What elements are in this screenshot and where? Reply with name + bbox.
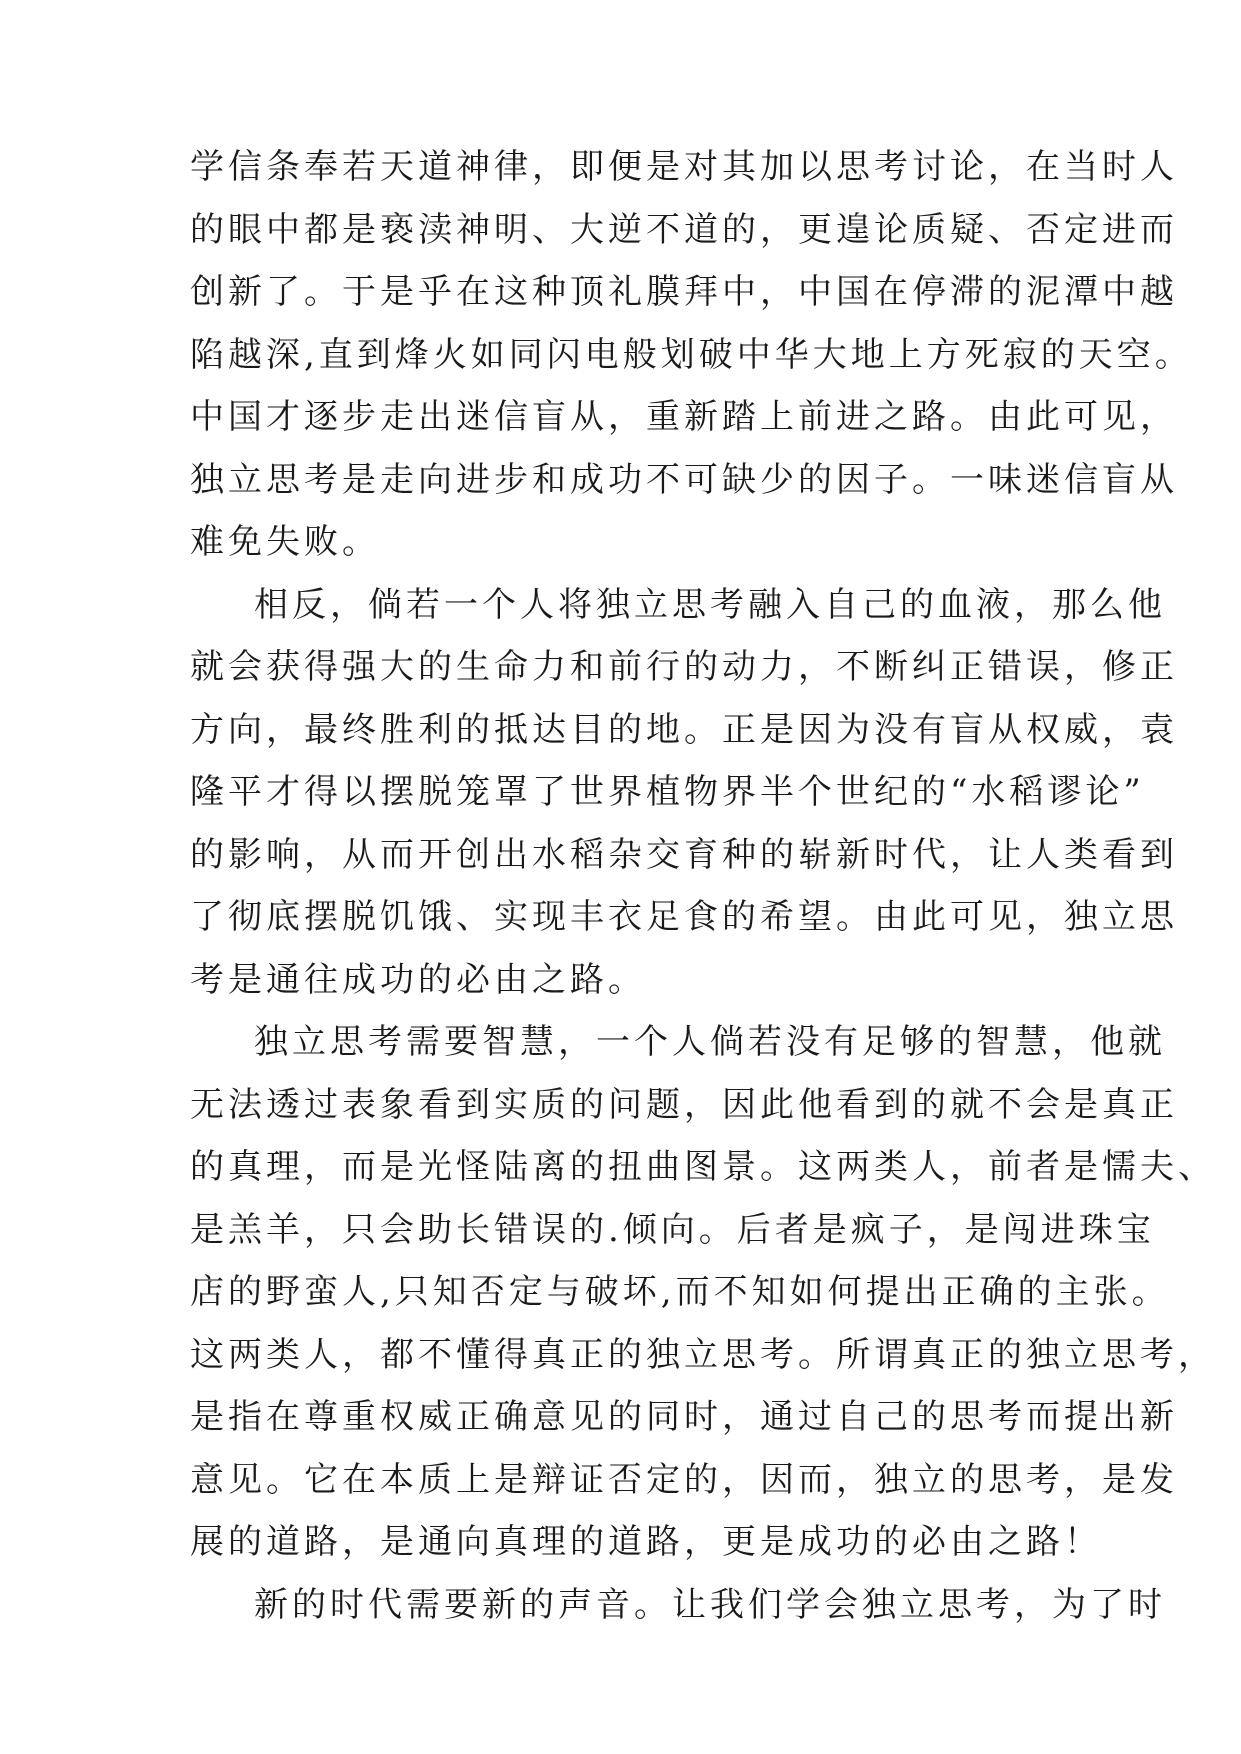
- text-line: 这两类人，都不懂得真正的独立思考。所谓真正的独立思考，: [190, 1334, 1216, 1375]
- text-line: 是羔羊，只会助长错误的.倾向。后者是疯子，是闯进珠宝: [190, 1209, 1155, 1250]
- text-line: 创新了。于是乎在这种顶礼膜拜中，中国在停滞的泥潭中越: [190, 272, 1178, 312]
- text-line: 店的野蛮人,只知否定与破坏,而不知如何提出正确的主张。: [190, 1272, 1170, 1312]
- text-line: 的真理，而是光怪陆离的扭曲图景。这两类人，前者是懦夫、: [190, 1147, 1216, 1187]
- text-line: 难免失败。: [190, 522, 380, 562]
- text-line: 的影响，从而开创出水稻杂交育种的崭新时代，让人类看到: [190, 834, 1178, 875]
- text-line: 意见。它在本质上是辩证否定的，因而，独立的思考，是发: [190, 1459, 1178, 1500]
- text-line: 独立思考是走向进步和成功不可缺少的因子。一味迷信盲从: [190, 459, 1178, 500]
- body-text: [190, 136, 1216, 1636]
- text-line: 的眼中都是亵渎神明、大逆不道的，更遑论质疑、否定进而: [190, 209, 1178, 250]
- text-line: 陷越深,直到烽火如同闪电般划破中华大地上方死寂的天空。: [190, 334, 1193, 375]
- text-line: 学信条奉若天道神律，即便是对其加以思考讨论，在当时人: [190, 147, 1178, 187]
- text-line: 无法透过表象看到实质的问题，因此他看到的就不会是真正: [190, 1084, 1178, 1125]
- text-line: 考是通往成功的必由之路。: [190, 959, 646, 1000]
- text-line: 隆平才得以摆脱笼罩了世界植物界半个世纪的“水稻谬论”: [190, 772, 1145, 812]
- text-line: 独立思考需要智慧，一个人倘若没有足够的智慧，他就: [254, 1022, 1166, 1062]
- text-line: 中国才逐步走出迷信盲从，重新踏上前进之路。由此可见，: [190, 397, 1178, 437]
- text-line: 展的道路，是通向真理的道路，更是成功的必由之路！: [190, 1522, 1102, 1562]
- text-line: 是指在尊重权威正确意见的同时，通过自己的思考而提出新: [190, 1397, 1178, 1437]
- text-line: 新的时代需要新的声音。让我们学会独立思考，为了时: [254, 1584, 1166, 1625]
- text-line: 了彻底摆脱饥饿、实现丰衣足食的希望。由此可见，独立思: [190, 897, 1178, 937]
- text-line: 方向，最终胜利的抵达目的地。正是因为没有盲从权威，袁: [190, 709, 1178, 750]
- text-line: 相反，倘若一个人将独立思考融入自己的血液，那么他: [254, 584, 1166, 625]
- text-line: 就会获得强大的生命力和前行的动力，不断纠正错误，修正: [190, 647, 1178, 687]
